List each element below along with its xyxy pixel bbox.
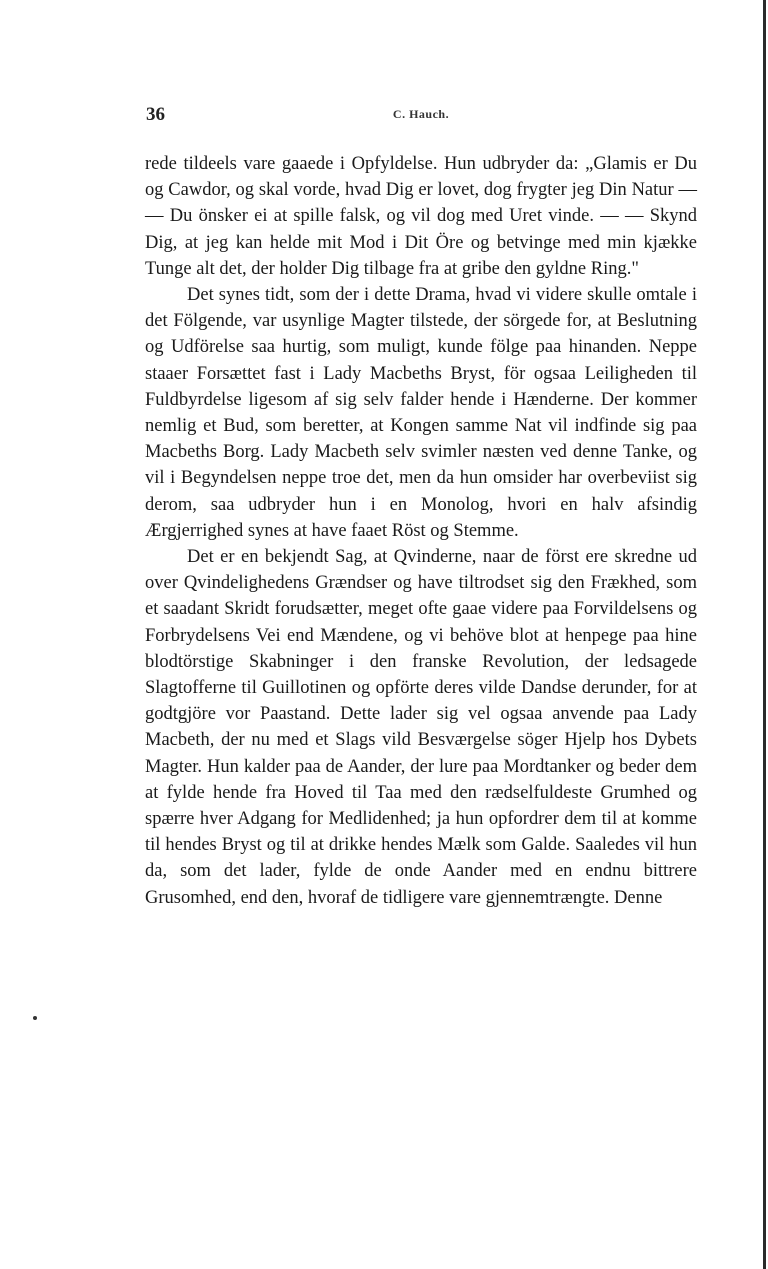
page-header <box>146 104 696 130</box>
paragraph-1: rede tildeels vare gaaede i Opfyldelse. Hun udbryder da: „Glamis er Du og Cawdor, og skal vorde, hvad Dig er lovet, dog frygter jeg Din Natur — — Du önsker ei at spille falsk, og vil dog med Uret vinde. — — Skynd Dig, at jeg kan helde mit Mod i Dit Öre og betvinge med min kjække Tunge alt det, der holder Dig tilbage fra at gribe den gyldne Ring." <box>145 154 697 279</box>
page-edge-line <box>763 0 766 1269</box>
body-text <box>145 151 697 911</box>
page-number: 36 <box>146 104 165 125</box>
running-head: C. Hauch. <box>392 107 450 121</box>
paragraph-2: Det synes tidt, som der i dette Drama, hvad vi videre skulle omtale i det Fölgende, var usynlige Magter tilstede, der sörgede for, at Beslutning og Udförelse saa hurtig, som muligt, kunde fölge paa hinanden. Neppe staaer Forsættet fast i Lady Macbeths Bryst, för ogsaa Leiligheden til Fuldbyrdelse ligesom af sig selv falder hende i Hænderne. Der kommer nemlig et Bud, som beretter, at Kongen samme Nat vil indfinde sig paa Macbeths Borg. Lady Macbeth selv svimler næsten ved denne Tanke, og vil i Begyndelsen neppe troe det, men da hun omsider har overbeviist sig derom, saa udbryder hun i en Monolog, hvori en halv afsindig Ærgjerrighed synes at have faaet Röst og Stemme. <box>145 285 697 541</box>
margin-dot <box>33 1016 37 1020</box>
paragraph-3: Det er en bekjendt Sag, at Qvinderne, naar de först ere skredne ud over Qvindelighedens Grændser og have tiltrodset sig den Frækhed, som et saadant Skridt forudsætter, meget ofte gaae videre paa Forvildelsens og Forbrydelsens Vei end Mændene, og vi behöve blot at henpege paa hine blodtörstige Skabninger i den franske Revolution, der ledsagede Slagtofferne til Guillotinen og opförte deres vilde Dandse derunder, for at godtgjöre vor Paastand. Dette lader sig vel ogsaa anvende paa Lady Macbeth, der nu med et Slags vild Besværgelse söger Hjelp hos Dybets Magter. Hun kalder paa de Aander, der lure paa Mordtanker og beder dem at fylde hende fra Hoved til Taa med den rædselfuldeste Grumhed og spærre hver Adgang for Medlidenhed; ja hun opfordrer dem til at komme til hendes Bryst og til at drikke hendes Mælk som Galde. Saaledes vil hun da, som det lader, fylde de onde Aander med en endnu bittrere Grusomhed, end den, hvoraf de tidligere vare gjennemtrængte. Denne <box>145 547 697 908</box>
